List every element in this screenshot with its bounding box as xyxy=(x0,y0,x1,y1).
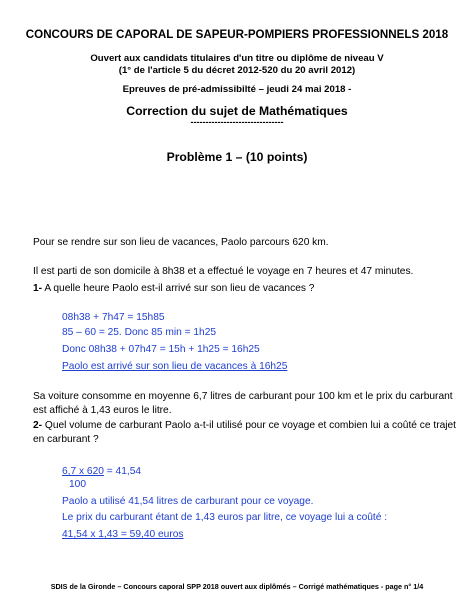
contest-title: CONCOURS DE CAPORAL DE SAPEUR-POMPIERS PROFESSIONNELS 2018 xyxy=(25,28,449,41)
title-separator: ------------------------------- xyxy=(190,117,284,127)
consumption-line-1: Sa voiture consomme en moyenne 6,7 litres de carburant pour 100 km et le prix du carburant xyxy=(33,391,453,402)
fraction-numerator: 6,7 x 620 xyxy=(62,466,104,477)
question-2-text: Quel volume de carburant Paolo a-t-il utilisé pour ce voyage et combien lui a coûté ce trajet xyxy=(42,420,457,431)
page-footer: SDIS de la Gironde – Concours caporal SPP 2018 ouvert aux diplômés – Corrigé mathématiques - page n° 1/4 xyxy=(50,582,424,591)
question-1-number: 1- xyxy=(33,283,43,294)
answer-2-line-3: Le prix du carburant étant de 1,43 euros par litre, ce voyage lui a coûté : xyxy=(62,512,388,523)
subtitle-line-1: Ouvert aux candidats titulaires d'un titre ou diplôme de niveau V xyxy=(90,53,384,64)
question-1 xyxy=(33,283,314,294)
question-2 xyxy=(33,420,456,431)
answer-1-line-4: Paolo est arrivé sur son lieu de vacances à 16h25 xyxy=(62,361,288,372)
fraction-denominator: 100 xyxy=(69,479,86,490)
question-2-continuation: en carburant ? xyxy=(33,434,99,445)
answer-2-line-4: 41,54 x 1,43 = 59,40 euros xyxy=(62,529,184,540)
problem-title: Problème 1 – (10 points) xyxy=(166,150,308,164)
answer-2-line-2: Paolo a utilisé 41,54 litres de carburant pour ce voyage. xyxy=(62,496,314,507)
consumption-line-2: est affiché à 1,43 euros le litre. xyxy=(33,405,172,416)
question-2-number: 2- xyxy=(33,420,43,431)
intro-text: Pour se rendre sur son lieu de vacances, Paolo parcours 620 km. xyxy=(33,237,329,248)
answer-1-line-1: 08h38 + 7h47 = 15h85 xyxy=(62,312,165,323)
correction-title: Correction du sujet de Mathématiques xyxy=(126,104,348,118)
answer-1-line-3: Donc 08h38 + 07h47 = 15h + 1h25 = 16h25 xyxy=(62,344,260,355)
question-1-text: A quelle heure Paolo est-il arrivé sur son lieu de vacances ? xyxy=(42,283,315,294)
subtitle-line-2: (1° de l'article 5 du décret 2012-520 du 20 avril 2012) xyxy=(118,65,356,76)
fraction-result: = 41,54 xyxy=(103,466,142,477)
answer-1-line-2: 85 – 60 = 25. Donc 85 min = 1h25 xyxy=(62,327,217,338)
departure-text: Il est parti de son domicile à 8h38 et a effectué le voyage en 7 heures et 47 minutes. xyxy=(33,266,414,277)
exam-date: Epreuves de pré-admissibilté – jeudi 24 mai 2018 - xyxy=(122,84,352,95)
answer-2-fraction xyxy=(62,466,141,477)
